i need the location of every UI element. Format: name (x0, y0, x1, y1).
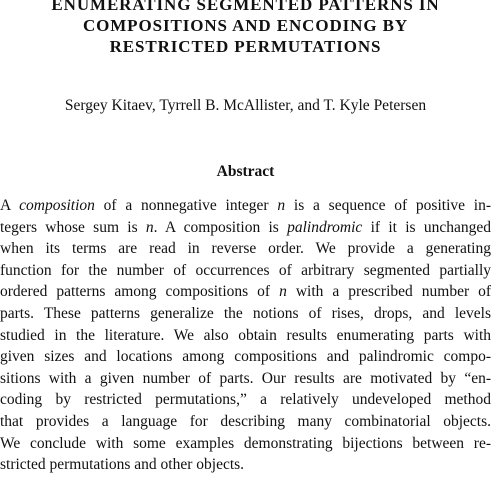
abstract-text: stricted permutations and other objects. (0, 456, 245, 474)
abstract-line (0, 346, 491, 368)
abstract-italic-text: n (277, 197, 286, 214)
abstract-text: sitions with a given number of parts. Our results are motivated by “en- (0, 369, 491, 387)
abstract-text: coding by restricted permutations,” a relatively undeveloped method (0, 391, 491, 409)
abstract-text: function for the number of occurrences of arbitrary segmented partially (0, 261, 491, 279)
abstract-text: A (0, 197, 20, 214)
abstract-line (0, 260, 491, 282)
abstract-text: studied in the literature. We also obtain results enumerating parts with (0, 326, 491, 344)
abstract-text: parts. These patterns generalize the notions of rises, drops, and levels (0, 304, 491, 322)
abstract-text: . A composition is (153, 218, 288, 236)
abstract-line (0, 281, 491, 303)
abstract-text: if it is unchanged (362, 218, 491, 236)
abstract-text: We conclude with some examples demonstrating bijections between re- (0, 434, 491, 452)
abstract-line (0, 411, 491, 433)
abstract-italic-text: n (279, 283, 287, 301)
abstract-text: with a prescribed number of (286, 283, 491, 301)
title-line-2: COMPOSITIONS AND ENCODING BY (82, 16, 409, 35)
abstract-line (0, 454, 491, 476)
abstract-text: of a nonnegative integer (94, 197, 278, 214)
abstract-text: is a sequence of positive in- (285, 197, 491, 214)
abstract-line (0, 238, 491, 260)
abstract-body (0, 195, 491, 476)
abstract-italic-text: palindromic (287, 218, 363, 236)
abstract-line (0, 195, 491, 217)
abstract-italic-text: n (145, 218, 154, 236)
abstract-line (0, 433, 491, 455)
abstract-italic-text: composition (19, 197, 95, 214)
abstract-line (0, 389, 491, 411)
abstract-text: tegers whose sum is (0, 218, 146, 236)
abstract-text: given sizes and locations among compositions and palindromic compo- (0, 348, 491, 366)
abstract-text: when its terms are read in reverse order. We provide a generating (0, 240, 491, 258)
abstract-line (0, 368, 491, 390)
abstract-heading: Abstract (216, 163, 275, 180)
author-list: Sergey Kitaev, Tyrrell B. McAllister, and T. Kyle Petersen (64, 97, 427, 114)
abstract-line (0, 303, 491, 325)
abstract-line (0, 325, 491, 347)
title-line-1: ENUMERATING SEGMENTED PATTERNS IN (51, 0, 440, 14)
abstract-text: ordered patterns among compositions of (0, 283, 280, 301)
title-line-3: RESTRICTED PERMUTATIONS (109, 37, 382, 56)
paper-title (0, 0, 491, 57)
abstract-line (0, 217, 491, 239)
abstract-text: that provides a language for describing many combinatorial objects. (0, 412, 491, 430)
